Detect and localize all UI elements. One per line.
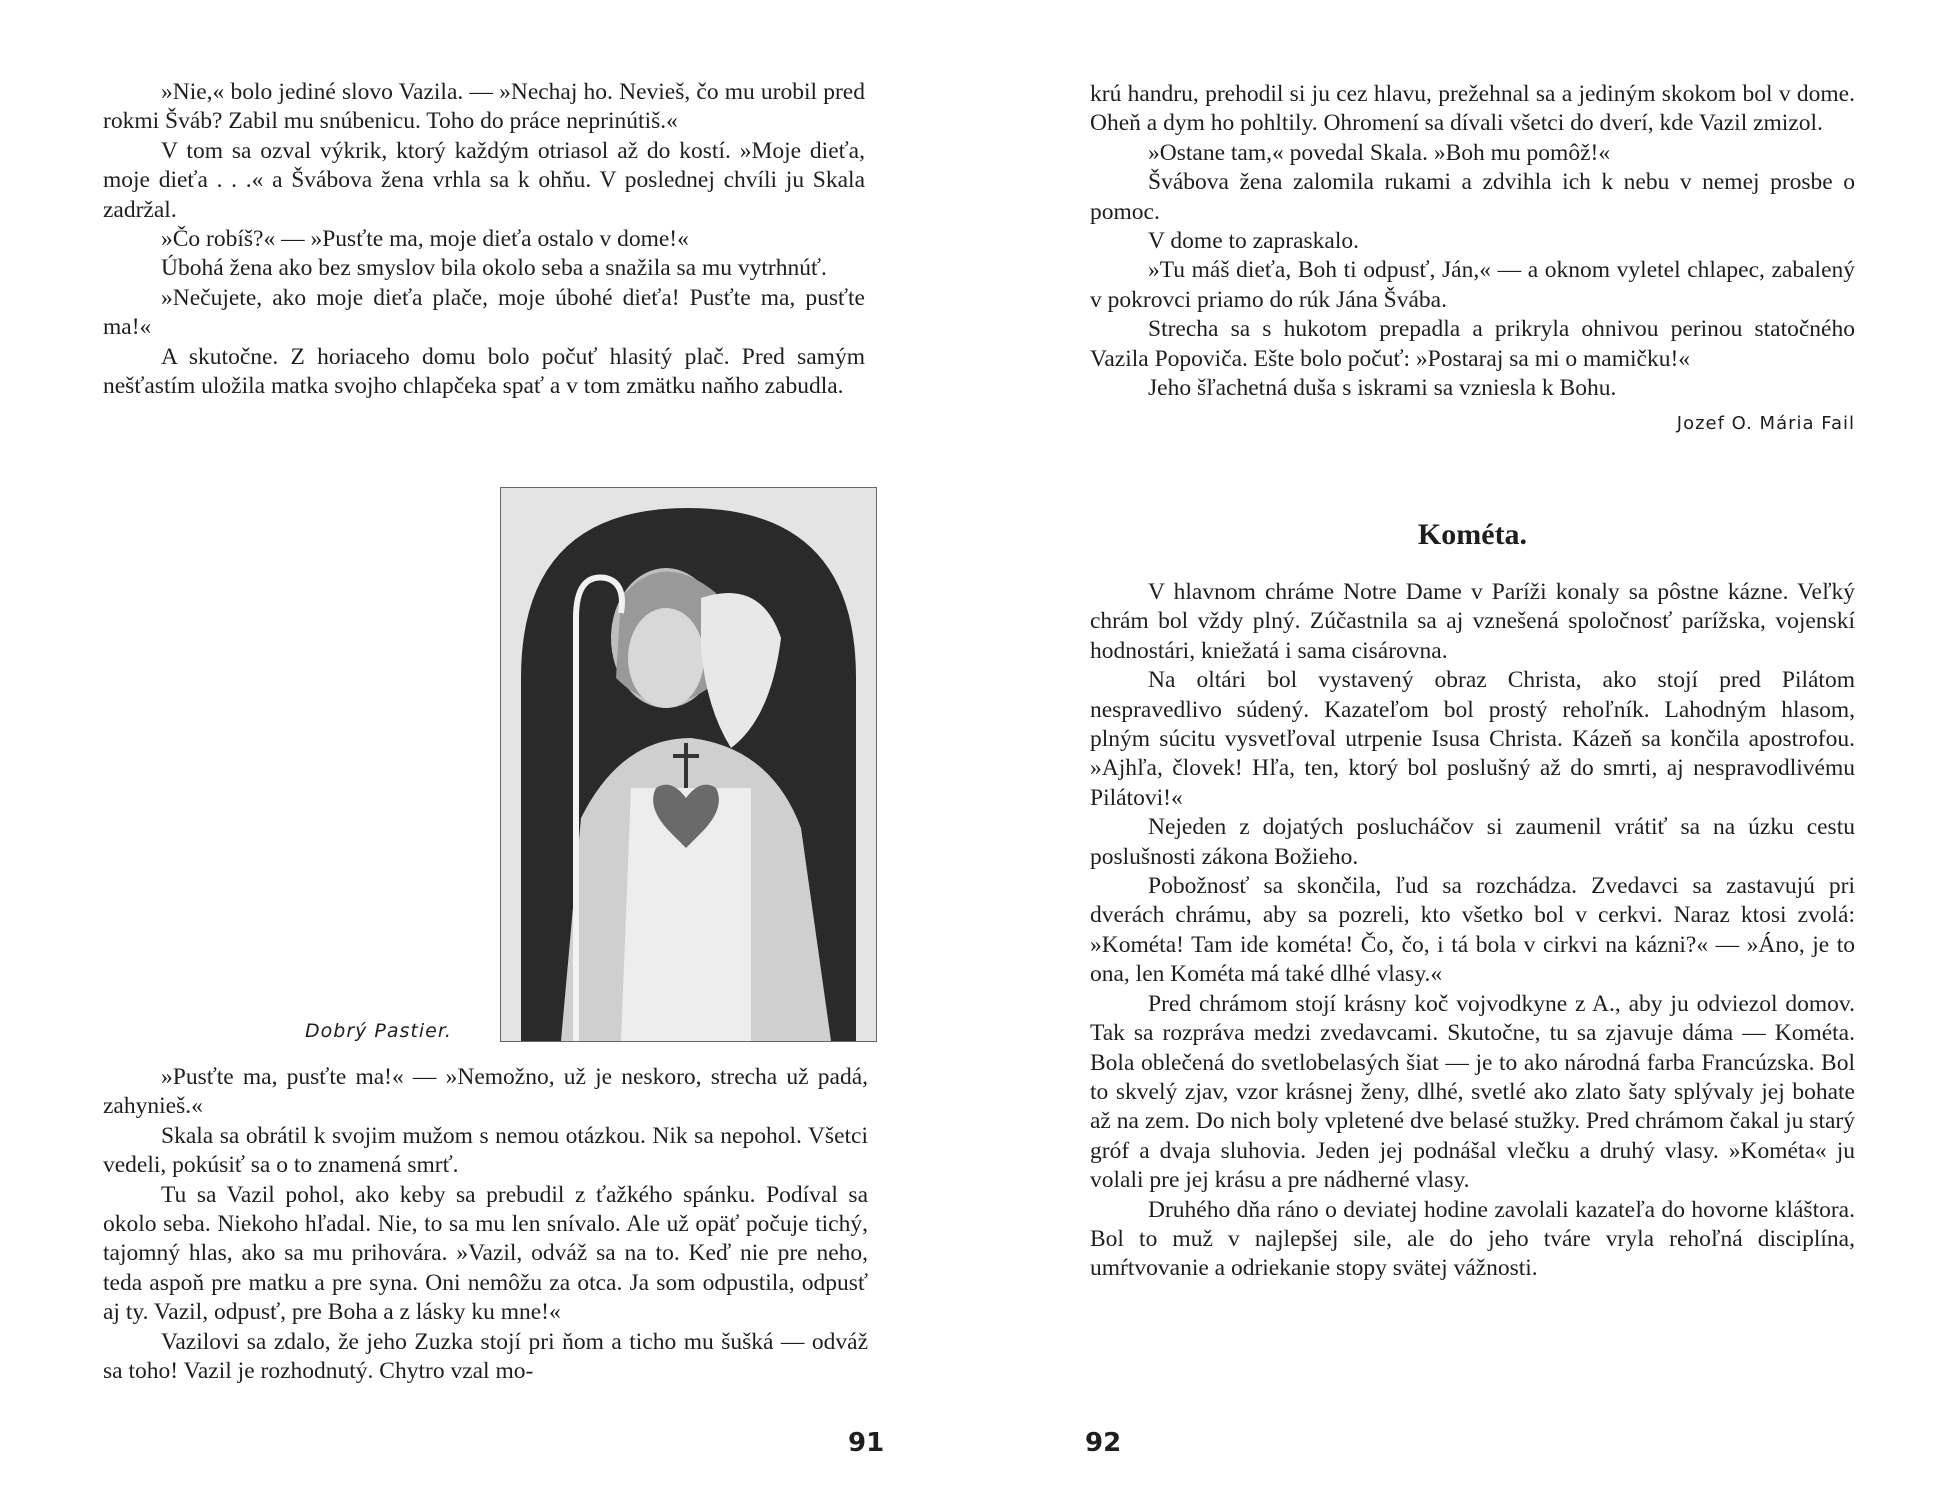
figure-caption: Dobrý Pastier.: [305, 1020, 452, 1042]
paragraph: V tom sa ozval výkrik, ktorý každým otriasol až do kostí. »Moje dieťa, moje dieťa . . .« a Švábova žena vrhla sa k ohňu. V poslednej chvíli ju Skala zadržal.: [103, 137, 865, 223]
good-shepherd-illustration: [500, 487, 877, 1042]
paragraph: Úbohá žena ako bez smyslov bila okolo seba a snažila sa mu vytrhnúť.: [161, 255, 827, 282]
paragraph: krú handru, prehodil si ju cez hlavu, prežehnal sa a jediným skokom bol v dome. Oheň a dym ho pohltily. Ohromení sa dívali všetci do dverí, kde Vazil zmizol.: [1090, 81, 1855, 137]
right-top-text: [1090, 80, 1855, 439]
page-number: 92: [1085, 1428, 1122, 1458]
page-number: 91: [848, 1428, 885, 1458]
paragraph: Vazilovi sa zdalo, že jeho Zuzka stojí pri ňom a ticho mu šušká — odváž sa toho! Vazil je rozhodnutý. Chytro vzal mo-: [103, 1328, 868, 1385]
paragraph: V hlavnom chráme Notre Dame v Paríži konaly sa pôstne kázne. Veľký chrám bol vždy plný. Zúčastnila sa aj vznešená spoločnosť parížska, vojenskí hodnostári, kniežatá i sama cisárovna.: [1090, 579, 1855, 664]
paragraph: Pred chrámom stojí krásny koč vojvodkyne z A., aby ju odviezol domov. Tak sa rozpráva medzi zvedavcami. Skutočne, tu sa zjavuje dáma — Kométa. Bola oblečená do svetlobelasých šiat — je to ako národná farba Francúzska. Bol to skvelý zjav, vzor krásnej ženy, dlhé, svetlé ako zlato šaty splývaly jej bohate až na zem. Do nich boly vpletené dve belasé stužky. Pred chrámom čakal ju starý gróf a dvaja sluhovia. Jeden jej podnášal vlečku a druhý vlasy. »Kométa« ju volali pre jej krásu a pre nádherné vlasy.: [1090, 990, 1855, 1194]
paragraph: Druhého dňa ráno o deviatej hodine zavolali kazateľa do hovorne kláštora. Bol to muž v najlepšej sile, ale do jeho tváre vryla rehoľná disciplína, umŕtvovanie a odriekanie stopy svätej vážnosti.: [1090, 1196, 1855, 1282]
paragraph: Švábova žena zalomila rukami a zdvihla ich k nebu v nemej prosbe o pomoc.: [1090, 169, 1855, 225]
paragraph: A skutočne. Z horiaceho domu bolo počuť hlasitý plač. Pred samým nešťastím uložila matka svojho chlapčeka spať a v tom zmätku naňho zabudla.: [103, 343, 865, 400]
paragraph: Jeho šľachetná duša s iskrami sa vzniesla k Bohu.: [1148, 375, 1617, 402]
right-bottom-text: [1090, 578, 1855, 1284]
paragraph: »Nečujete, ako moje dieťa plače, moje úbohé dieťa! Pusťte ma, pusťte ma!«: [103, 284, 865, 341]
paragraph: Strecha sa s hukotom prepadla a prikryla ohnivou perinou statočného Vazila Popoviča. Ešte bolo počuť: »Postaraj sa mi o mamičku!«: [1090, 316, 1855, 372]
paragraph: V dome to zapraskalo.: [1148, 228, 1360, 255]
paragraph: Na oltári bol vystavený obraz Christa, ako stojí pred Pilátom nespravedlivo súdený. Kazateľom bol prostý rehoľník. Lahodným hlasom, plným súcitu vysvetľoval utrpenie Isusa Christa. Kázeň sa končila apostrofou. »Ajhľa, človek! Hľa, ten, ktorý bol poslušný až do smrti, aj nespravodlivému Pilátovi!«: [1090, 667, 1855, 811]
right-page: [975, 0, 1950, 1500]
illustration-graphic: [501, 488, 876, 1041]
paragraph: »Tu máš dieťa, Boh ti odpusť, Ján,« — a oknom vyletel chlapec, zabalený v pokrovci priamo do rúk Jána Švába.: [1090, 257, 1855, 313]
paragraph: Tu sa Vazil pohol, ako keby sa prebudil z ťažkého spánku. Podíval sa okolo seba. Niekoho hľadal. Nie, to sa mu len snívalo. Ale už opäť počuje tichý, tajomný hlas, ako sa mu prihovára. »Vazil, odváž sa na to. Keď nie pre neho, teda aspoň pre matku a pre syna. Oni nemôžu za otca. Ja som odpustila, odpusť aj ty. Vazil, odpusť, pre Boha a z lásky ku mne!«: [103, 1181, 868, 1326]
left-bottom-text: [103, 1063, 868, 1386]
paragraph: Skala sa obrátil k svojim mužom s nemou otázkou. Nik sa nepohol. Všetci vedeli, pokúsiť sa o to znamená smrť.: [103, 1122, 868, 1179]
paragraph: »Ostane tam,« povedal Skala. »Boh mu pomôž!«: [1148, 139, 1611, 166]
paragraph: »Čo robíš?« — »Pusťte ma, moje dieťa ostalo v dome!«: [161, 226, 689, 253]
section-heading: Kométa.: [1417, 518, 1528, 551]
author-signature: Jozef O. Mária Fail: [1676, 413, 1855, 435]
paragraph: »Nie,« bolo jediné slovo Vazila. — »Nechaj ho. Nevieš, čo mu urobil pred rokmi Šváb? Zabil mu snúbenicu. Toho do práce neprinútiš.«: [103, 79, 865, 135]
paragraph: Pobožnosť sa skončila, ľud sa rozchádza. Zvedavci sa zastavujú pri dverách chrámu, aby sa pozreli, kto všetko bol v cerkvi. Naraz ktosi zvolá: »Kométa! Tam ide kométa! Čo, čo, i tá bola v cirkvi na kázni?« — »Áno, je to ona, len Kométa má také dlhé vlasy.«: [1090, 873, 1855, 988]
paragraph: »Pusťte ma, pusťte ma!« — »Nemožno, už je neskoro, strecha už padá, zahynieš.«: [103, 1064, 868, 1120]
left-top-text: [103, 78, 865, 401]
paragraph: Nejeden z dojatých poslucháčov si zaumenil vrátiť sa na úzku cestu poslušnosti zákona Božieho.: [1090, 814, 1855, 870]
